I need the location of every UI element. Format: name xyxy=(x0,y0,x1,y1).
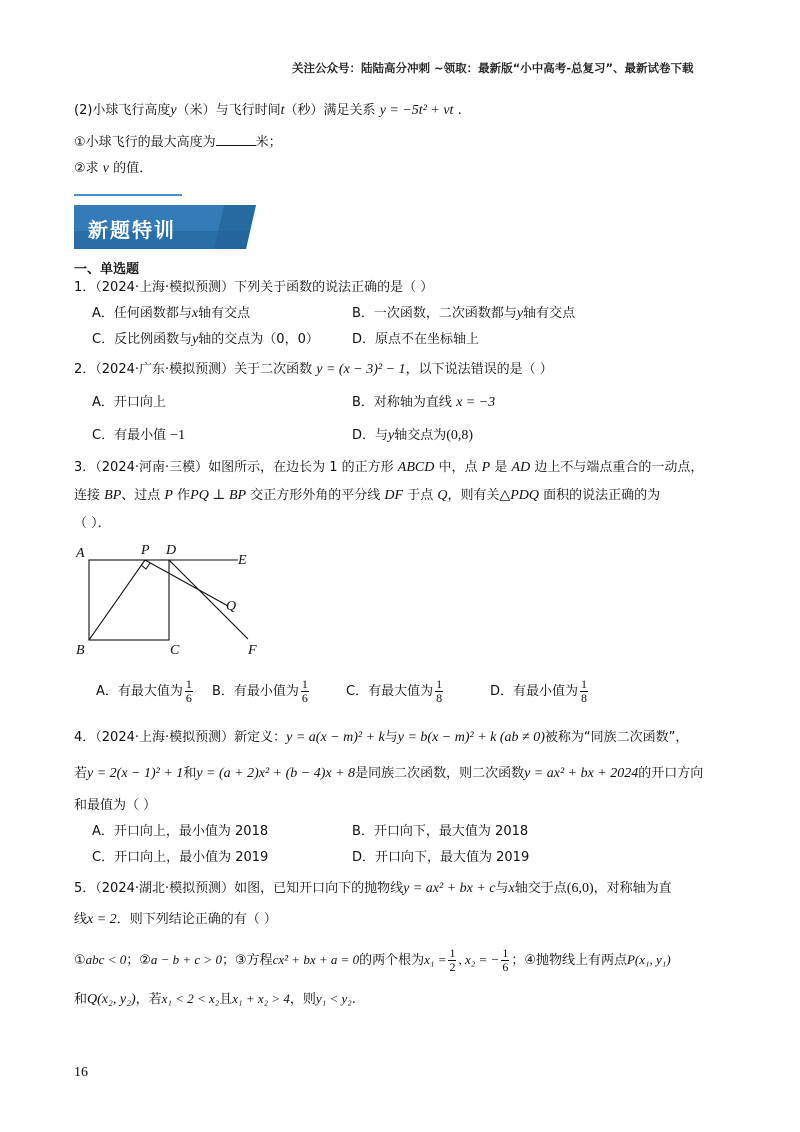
var-y: y xyxy=(170,103,177,118)
q3-figure xyxy=(70,540,270,660)
q3-option-b[interactable] xyxy=(212,678,311,705)
text: 与 xyxy=(495,881,509,896)
var-y: y xyxy=(388,428,395,443)
text: ；③方程 xyxy=(221,953,273,968)
var-x: x xyxy=(191,306,199,321)
q3-line3: （ ）． xyxy=(74,516,111,531)
banner-top-line xyxy=(74,194,182,196)
q2-stem xyxy=(74,358,553,378)
text: 连接 xyxy=(74,488,101,503)
numerator: 1 xyxy=(301,677,308,691)
banner-title: 新题特训 xyxy=(88,218,176,242)
text: D．有最小值为 xyxy=(490,684,579,699)
var: ABCD xyxy=(397,460,435,475)
text: 、过点 xyxy=(121,488,161,503)
label-p: P xyxy=(141,543,150,558)
text: 和 xyxy=(183,766,197,781)
formula: , x₂ = − xyxy=(458,952,500,967)
var: AD xyxy=(511,460,531,475)
q3-option-c[interactable] xyxy=(346,678,445,705)
prev-problem-line1 xyxy=(74,99,462,119)
text: C．有最小值 xyxy=(92,428,167,443)
q3-option-d[interactable] xyxy=(490,678,590,705)
var-y: y xyxy=(192,332,199,347)
q2-option-c[interactable] xyxy=(92,424,185,444)
text: ．则下列结论正确的有（ ） xyxy=(116,912,277,927)
text: 于点 xyxy=(407,488,434,503)
text: 的两个根为 xyxy=(359,953,425,968)
var: Q xyxy=(437,488,448,503)
q2-option-d[interactable] xyxy=(352,424,473,444)
formula: y₁ < y₂ xyxy=(315,991,352,1006)
denominator: 6 xyxy=(185,691,192,705)
formula: (0,8) xyxy=(446,428,474,443)
text: 4．（2024·上海·模拟预测）新定义： xyxy=(74,730,287,745)
text: . xyxy=(457,103,462,118)
text: 3．（2024·河南·三模）如图所示，在边长为 1 的正方形 xyxy=(74,460,394,475)
text: B．有最小值为 xyxy=(212,684,299,699)
prev-problem-sub2 xyxy=(74,157,152,177)
fraction xyxy=(435,678,443,705)
text: 被称为“同族二次函数”， xyxy=(544,730,689,745)
formula: y = 2(x − 1)² + 1 xyxy=(87,766,184,781)
var-y: y xyxy=(516,306,524,321)
label-c: C xyxy=(170,643,180,658)
numerator: 1 xyxy=(449,946,456,960)
numerator: 1 xyxy=(502,946,509,960)
text: 轴交于点 xyxy=(514,881,567,896)
text: B．一次函数，二次函数都与 xyxy=(352,306,517,321)
formula: x₁ < 2 < x₂ xyxy=(161,991,220,1006)
text: 中，点 xyxy=(438,460,478,475)
fraction xyxy=(501,947,509,974)
page-number: 16 xyxy=(74,1065,88,1080)
square-abcd xyxy=(89,560,169,640)
q4-line2 xyxy=(74,762,703,782)
text: . xyxy=(351,992,356,1007)
formula: PQ ⊥ BP xyxy=(190,488,247,503)
text: ① xyxy=(74,953,86,968)
q3-line2 xyxy=(74,484,660,504)
formula: y = −5t² + vt xyxy=(379,103,454,118)
text: (2)小球飞行高度 xyxy=(74,103,171,118)
text: 作 xyxy=(177,488,191,503)
var: BP xyxy=(104,488,122,503)
text: 且 xyxy=(219,992,233,1007)
text: ②求 xyxy=(74,161,99,176)
text: ，对称轴为直 xyxy=(593,881,672,896)
text: 线 xyxy=(74,912,88,927)
text: 面积的说法正确的为 xyxy=(543,488,661,503)
formula: cx² + bx + a = 0 xyxy=(272,952,360,967)
formula: x₁ + x₂ > 4 xyxy=(232,991,290,1006)
numerator: 1 xyxy=(185,677,192,691)
formula: y = (x − 3)² − 1 xyxy=(316,362,406,377)
q5-line3 xyxy=(74,947,671,974)
text: 是 xyxy=(494,460,508,475)
q4-option-b[interactable]: B．开口向下，最大值为 2018 xyxy=(352,824,529,839)
formula: y = ax² + bx + c xyxy=(403,881,496,896)
q3-option-a[interactable] xyxy=(96,678,195,705)
q4-line3: 和最值为（ ） xyxy=(74,798,157,813)
denominator: 2 xyxy=(449,960,456,974)
text: ，以下说法错误的是（ ） xyxy=(405,362,553,377)
formula: P(x₁, y₁) xyxy=(626,952,671,967)
text: 2．（2024·广东·模拟预测）关于二次函数 xyxy=(74,362,313,377)
section-title: 一、单选题 xyxy=(74,262,140,277)
label-f: F xyxy=(248,643,257,658)
formula: y = ax² + bx + 2024 xyxy=(524,766,639,781)
formula: y = (a + 2)x² + (b − 4)x + 8 xyxy=(196,766,356,781)
text: 若 xyxy=(74,766,88,781)
text: 轴交点为 xyxy=(394,428,447,443)
text: ；② xyxy=(126,953,151,968)
text: 和 xyxy=(74,992,88,1007)
q4-option-c[interactable]: C．开口向上，最小值为 2019 xyxy=(92,850,269,865)
text: 的值． xyxy=(113,161,153,176)
q4-line1 xyxy=(74,726,688,746)
q5-line4 xyxy=(74,988,356,1008)
var: DF xyxy=(384,488,404,503)
q2-option-b[interactable] xyxy=(352,391,495,411)
q1-option-c[interactable] xyxy=(92,328,319,348)
numerator: 1 xyxy=(436,677,443,691)
label-q: Q xyxy=(226,599,237,614)
text: 轴有交点 xyxy=(523,306,576,321)
formula: y = b(x − m)² + k (ab ≠ 0) xyxy=(397,730,545,745)
var-t: t xyxy=(280,103,285,118)
text: ；④抛物线上有两点 xyxy=(511,953,627,968)
q3-line1 xyxy=(74,456,703,476)
text: 与 xyxy=(384,730,398,745)
denominator: 8 xyxy=(436,691,443,705)
q5-line2 xyxy=(74,908,277,928)
numerator: 1 xyxy=(581,677,588,691)
var: P xyxy=(481,460,491,475)
q2-option-a[interactable]: A．开口向上 xyxy=(92,395,166,410)
text: C．有最大值为 xyxy=(346,684,434,699)
fraction xyxy=(301,678,309,705)
label-a: A xyxy=(76,546,85,561)
formula: a − b + c > 0 xyxy=(150,952,222,967)
formula: x = 2 xyxy=(87,912,117,927)
text: （秒）满足关系 xyxy=(284,103,376,118)
var: P xyxy=(164,488,173,503)
answer-blank[interactable] xyxy=(216,132,256,146)
label-e: E xyxy=(238,553,247,568)
q1-option-a[interactable] xyxy=(92,302,250,322)
formula: −1 xyxy=(170,428,186,443)
text: 轴有交点 xyxy=(198,306,251,321)
text: D．与 xyxy=(352,428,389,443)
label-d: D xyxy=(166,543,177,558)
text: ，则有关 xyxy=(447,488,500,503)
formula: x = −3 xyxy=(456,395,496,410)
denominator: 8 xyxy=(581,691,588,705)
text: 轴的交点为（0，0） xyxy=(198,332,319,347)
fraction xyxy=(448,947,456,974)
text: A．有最大值为 xyxy=(96,684,183,699)
q1-option-b[interactable] xyxy=(352,302,575,322)
text: 的开口方向 xyxy=(638,766,704,781)
line-pq xyxy=(145,560,228,606)
q1-option-d[interactable]: D．原点不在坐标轴上 xyxy=(352,332,480,347)
point: (6,0) xyxy=(566,881,594,896)
text: 是同族二次函数，则二次函数 xyxy=(355,766,525,781)
formula: y = a(x − m)² + k xyxy=(286,730,385,745)
text: ①小球飞行的最大高度为 xyxy=(74,135,216,150)
line-df xyxy=(169,560,248,639)
page-header: 关注公众号：陆陆高分冲刺 ~领取：最新版“小中高考-总复习”、最新试卷下载 xyxy=(292,61,694,75)
q1-stem: 1．（2024·上海·模拟预测）下列关于函数的说法正确的是（ ） xyxy=(74,280,434,295)
q4-option-d[interactable]: D．开口向下，最大值为 2019 xyxy=(352,850,530,865)
text: 5．（2024·湖北·模拟预测）如图，已知开口向下的抛物线 xyxy=(74,881,404,896)
text: C．反比例函数与 xyxy=(92,332,193,347)
q5-line1 xyxy=(74,877,672,897)
formula: Q(x₂, y₂) xyxy=(87,992,136,1007)
denominator: 6 xyxy=(301,691,308,705)
denominator: 6 xyxy=(502,960,509,974)
text: ，若 xyxy=(135,992,162,1007)
formula: △PDQ xyxy=(499,488,540,503)
formula: abc < 0 xyxy=(85,952,127,967)
fraction xyxy=(580,678,588,705)
prev-problem-sub1 xyxy=(74,131,282,150)
text: 交正方形外角的平分线 xyxy=(250,488,381,503)
label-b: B xyxy=(76,643,85,658)
text: （米）与飞行时间 xyxy=(176,103,281,118)
text: B．对称轴为直线 xyxy=(352,395,452,410)
fraction xyxy=(185,678,193,705)
text: 米； xyxy=(255,135,282,150)
text: 边上不与端点重合的一动点， xyxy=(534,460,704,475)
q4-option-a[interactable]: A．开口向上，最小值为 2018 xyxy=(92,824,269,839)
line-bp xyxy=(89,560,145,640)
text: ，则 xyxy=(289,992,316,1007)
var-v: v xyxy=(102,161,110,176)
text: A．任何函数都与 xyxy=(92,306,192,321)
var-x: x xyxy=(508,881,515,896)
formula: x₁ = xyxy=(424,952,447,967)
